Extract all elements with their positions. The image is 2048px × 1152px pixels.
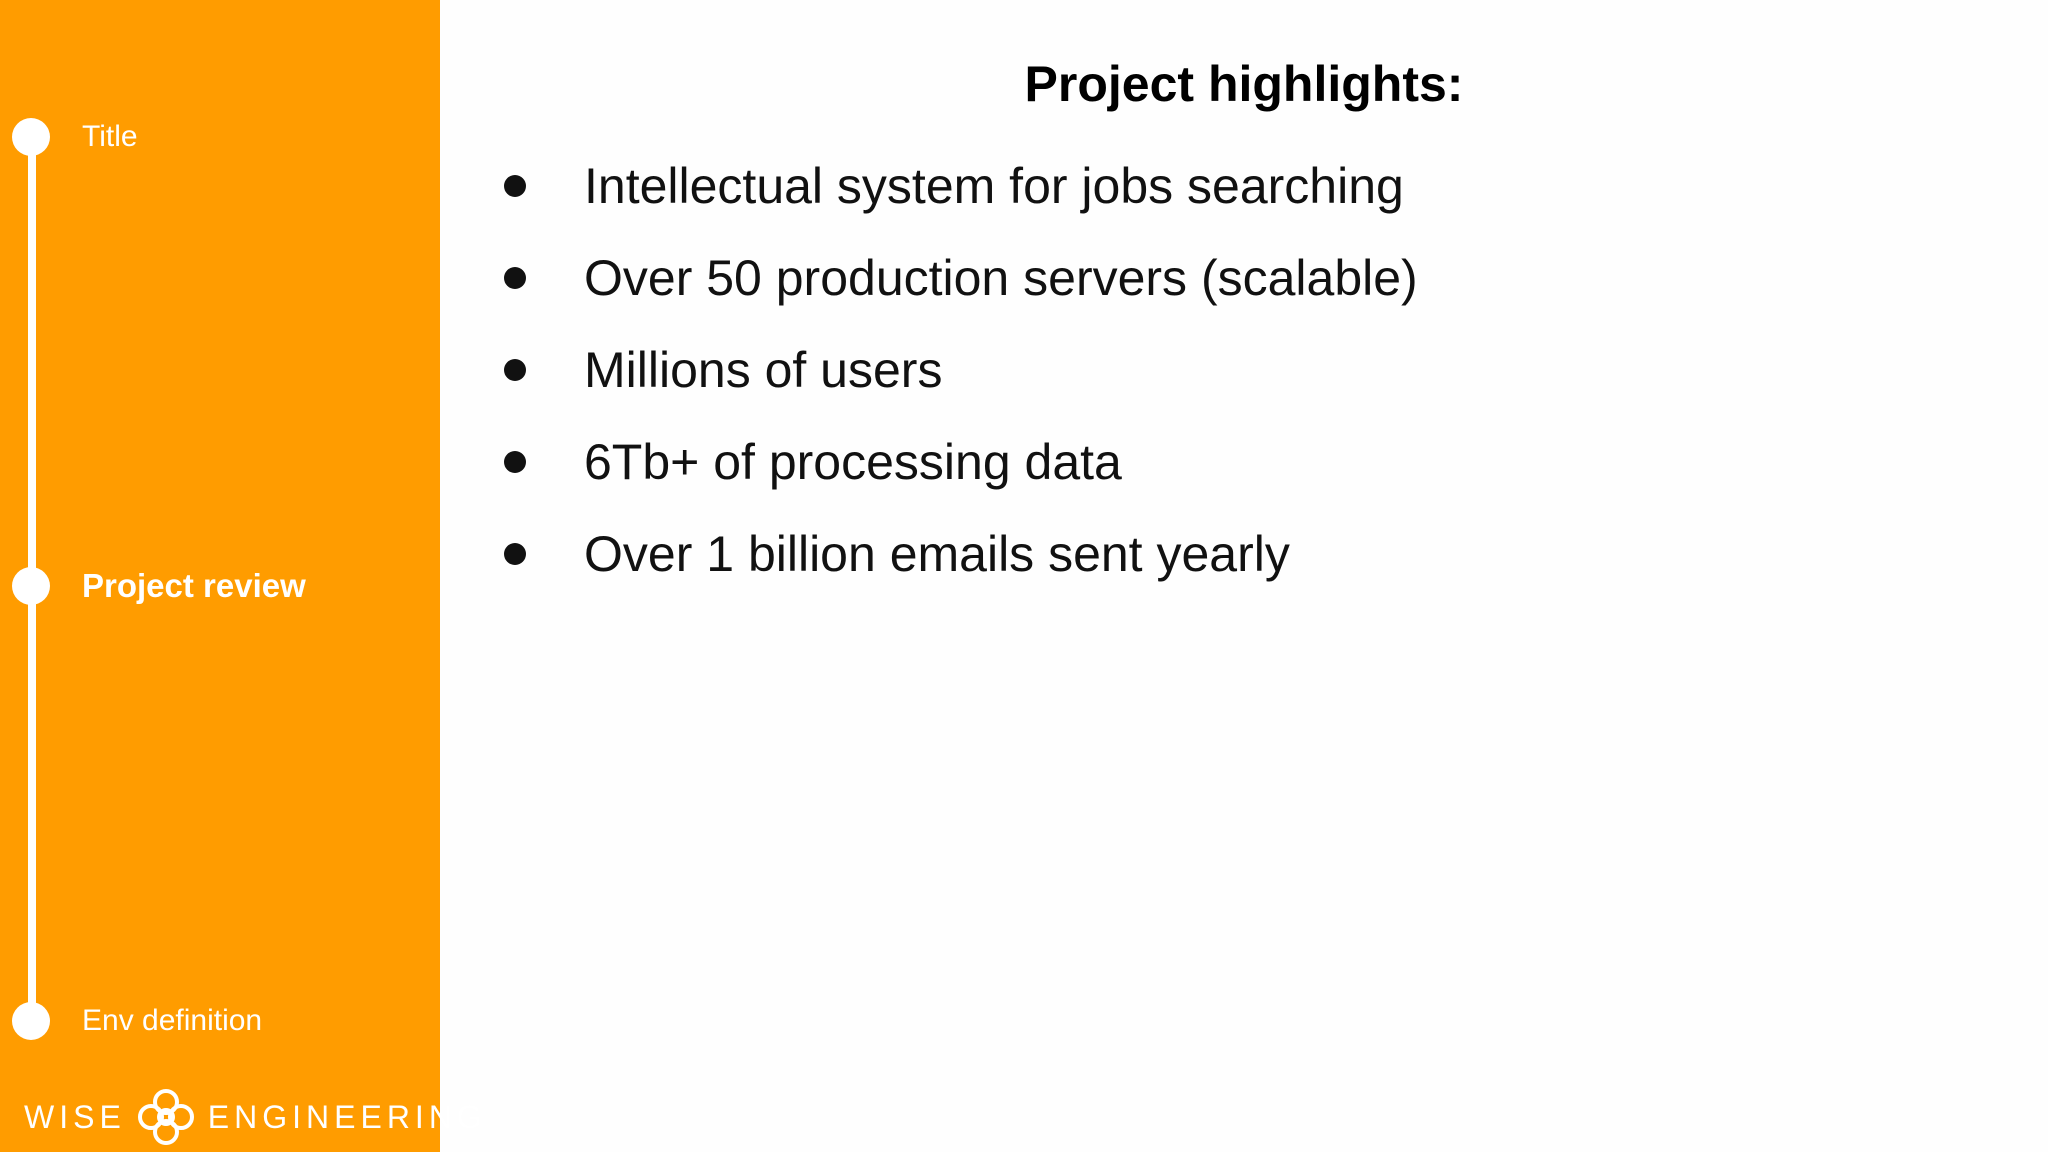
- bullet-icon: [504, 175, 526, 197]
- sidebar-item-project-review[interactable]: [12, 567, 306, 605]
- highlight-text: Over 50 production servers (scalable): [584, 250, 1418, 306]
- highlight-item: [500, 140, 1418, 232]
- brand-name-right: ENGINEERING: [207, 1098, 487, 1135]
- highlight-item: [500, 324, 1418, 416]
- highlight-item: [500, 508, 1418, 600]
- highlight-text: Millions of users: [584, 342, 943, 398]
- bullet-icon: [504, 543, 526, 565]
- highlight-text: Intellectual system for jobs searching: [584, 158, 1404, 214]
- highlight-text: Over 1 billion emails sent yearly: [584, 526, 1290, 582]
- slide-title: Project highlights:: [1024, 55, 1464, 112]
- brand-name-left: WISE: [24, 1098, 126, 1135]
- sidebar-item-label: Project review: [82, 567, 306, 604]
- timeline-dot-icon: [12, 1002, 50, 1040]
- sidebar: [0, 0, 487, 1152]
- knot-flower-logo-icon: [134, 1085, 198, 1149]
- timeline-dot-icon: [12, 567, 50, 605]
- sidebar-item-env-definition[interactable]: [12, 1002, 262, 1040]
- bullet-icon: [504, 359, 526, 381]
- highlights-list: [500, 140, 1418, 600]
- highlight-item: [500, 416, 1418, 508]
- brand-logo: [24, 1085, 487, 1149]
- sidebar-item-title[interactable]: [12, 118, 138, 156]
- timeline-dot-icon: [12, 118, 50, 156]
- sidebar-item-label: Title: [82, 120, 138, 153]
- sidebar-item-label: Env definition: [82, 1004, 263, 1037]
- highlight-item: [500, 232, 1418, 324]
- bullet-icon: [504, 451, 526, 473]
- highlight-text: 6Tb+ of processing data: [584, 434, 1122, 490]
- bullet-icon: [504, 267, 526, 289]
